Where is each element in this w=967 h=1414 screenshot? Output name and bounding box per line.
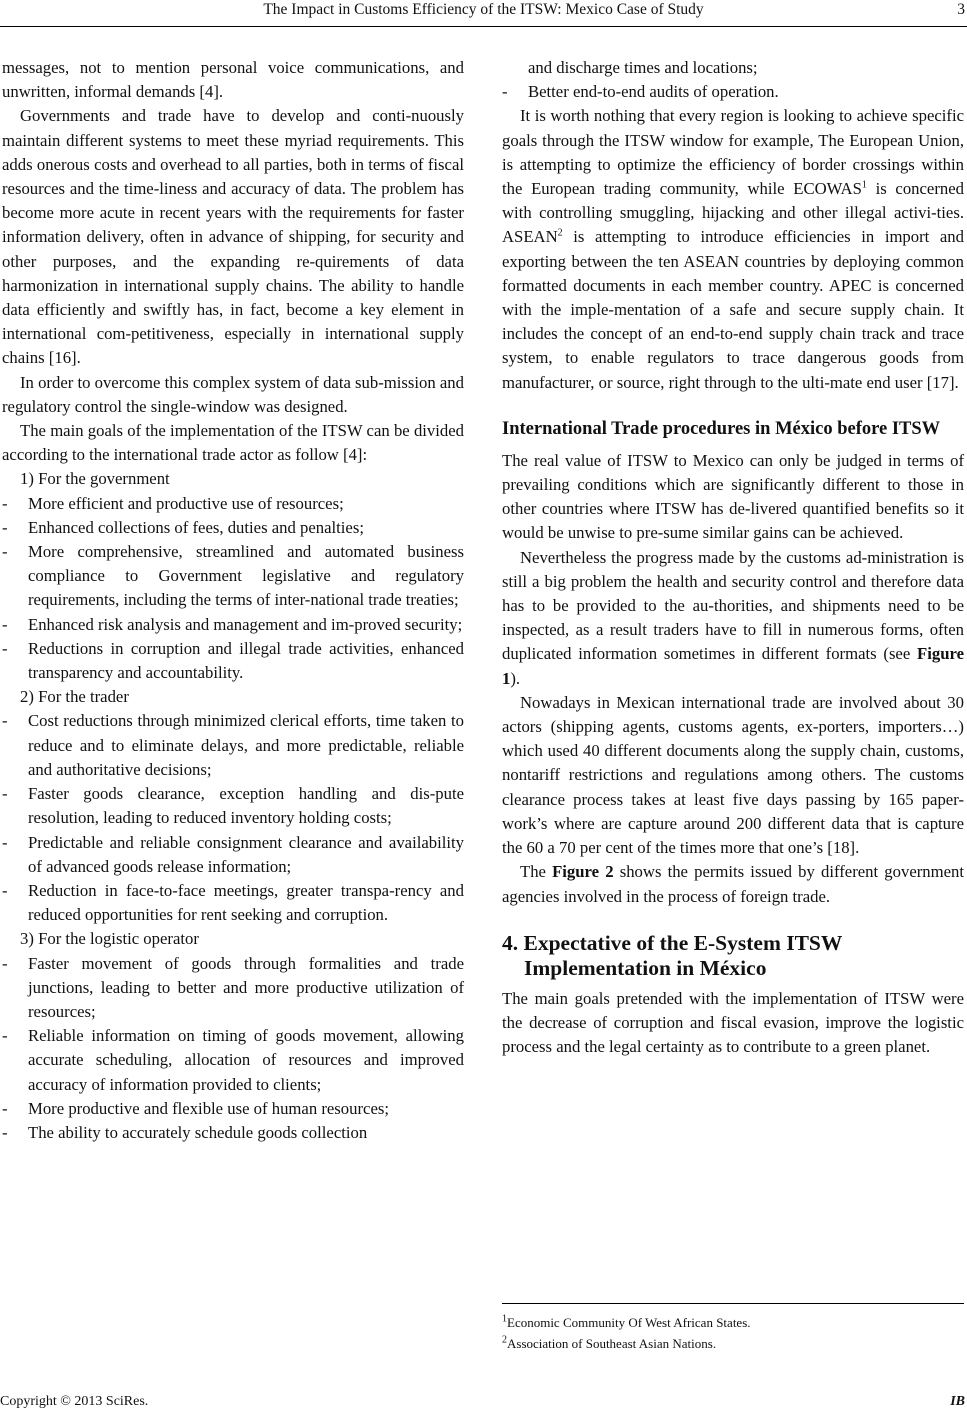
- list-item: - Reduction in face-to-face meetings, greater transpa-rency and reduced opportunities for rent seeking and corruption.: [2, 879, 464, 927]
- paragraph: Governments and trade have to develop and conti-nuously maintain different systems to meet these myriad requirements. This adds onerous costs and overhead to all parties, both in terms of fiscal resources and the time-liness and accuracy of data. The problem has become more acute in recent years with the requirements for faster information delivery, often in advance of shipping, for security and other purposes, and the expanding re-quirements of data harmonization in international supply chains. The ability to handle data efficiently and swiftly has, in fact, become a key element in international com-petitiveness, especially in international supply chains [16].: [2, 106, 464, 368]
- running-header: [0, 0, 967, 27]
- trader-heading: 2) For the trader: [20, 687, 129, 707]
- footnote-text: Association of Southeast Asian Nations.: [507, 1336, 717, 1351]
- logistic-goals-list: [2, 952, 464, 1146]
- figure-ref: Figure 1: [502, 644, 964, 688]
- list-item: - Cost reductions through minimized clerical efforts, time taken to reduce and to eliminate delays, and more predictable, reliable and authoritative decisions;: [2, 709, 464, 782]
- paragraph: [502, 860, 964, 908]
- paragraph: The real value of ITSW to Mexico can only be judged in terms of prevailing conditions which are significantly different to those in other countries where ITSW has de-livered quantified benefits so it would be unwise to pre-sume similar gains can be achieved.: [502, 450, 964, 543]
- trader-goals-list: [2, 709, 464, 927]
- footnote-number: 2: [502, 1334, 507, 1346]
- section-heading: International Trade procedures in México before ITSW: [502, 418, 941, 439]
- right-column: [502, 56, 964, 1059]
- list-item: - Faster goods clearance, exception handling and dis-pute resolution, leading to reduced inventory holding costs;: [2, 782, 464, 830]
- footnote: [502, 1312, 964, 1333]
- list-item: - Faster movement of goods through formalities and trade junctions, leading to better and more productive utilization of resources;: [2, 952, 464, 1025]
- government-heading: 1) For the government: [20, 469, 170, 489]
- list-item: - More comprehensive, streamlined and automated business compliance to Government legislative and regulatory requirements, including the terms of inter-national trade treaties;: [2, 540, 464, 613]
- list-item: - Predictable and reliable consignment clearance and availability of advanced goods release information;: [2, 831, 464, 879]
- text-run: Nevertheless the progress made by the customs ad-ministration is still a big problem the health and security control and therefore data has to be provided to the au-thorities, and shipments need to be inspected, as a result traders have to fill in numerous forms, often duplicated information sometimes in different formats (see: [502, 547, 964, 664]
- paragraph: In order to overcome this complex system of data sub-mission and regulatory control the single-window was designed.: [2, 372, 464, 416]
- list-item-continuation: and discharge times and locations;: [528, 58, 758, 77]
- text-run: It is worth nothing that every region is looking to achieve specific goals through the ITSW window for example, The European Union, is attempting to optimize the efficiency of border crossings within the European trading community, while ECOWAS: [502, 106, 964, 199]
- footnote-text: Economic Community Of West African States.: [507, 1315, 751, 1330]
- text-run: is attempting to introduce efficiencies in import and exporting between the ten ASEAN countries by deploying common formatted documents in each member country. APEC is concerned with the imple-mentation of a safe and secure supply chain. It includes the concept of an end-to-end supply chain track and trace system, to enable regulators to trace dangerous goods from manufacturer, or source, right through to the ulti-mate end user [17].: [502, 227, 964, 392]
- left-column: [2, 56, 464, 1145]
- list-item: - Enhanced risk analysis and management and im-proved security;: [2, 613, 464, 637]
- list-item: - Reliable information on timing of goods movement, allowing accurate scheduling, allocation of resources and improved accuracy of information provided to clients;: [2, 1024, 464, 1097]
- paragraph: Nowadays in Mexican international trade are involved about 30 actors (shipping agents, customs agents, ex-porters, importers…) which used 40 different documents along the supply chain, customs, nontariff restrictions and regulations among others. The customs clearance process takes at least five days passing by 165 paper-work’s where are capture around 200 different data that is capture the 60 a 70 per cent of the times more that one’s [18].: [502, 692, 964, 858]
- list-item: - More efficient and productive use of resources;: [2, 492, 464, 516]
- footnote-ref: 1: [861, 179, 867, 191]
- government-goals-list: [2, 492, 464, 686]
- text-run: is concerned with controlling smuggling, hijacking and other illegal activi-ties. ASEAN: [502, 179, 964, 247]
- paragraph: The main goals of the implementation of the ITSW can be divided according to the international trade actor as follow [4]:: [2, 421, 464, 465]
- paragraph: [502, 546, 964, 691]
- section-heading: [502, 931, 964, 981]
- footnotes: [502, 1303, 964, 1354]
- journal-abbrev: IB: [950, 1394, 965, 1409]
- text-run: ).: [510, 668, 521, 688]
- list-item: - Reductions in corruption and illegal trade activities, enhanced transparency and accountability.: [2, 637, 464, 685]
- running-title: The Impact in Customs Efficiency of the ITSW: Mexico Case of Study: [263, 1, 704, 18]
- paragraph: [502, 104, 964, 394]
- figure-ref: Figure 2: [552, 862, 614, 882]
- list-item: - Better end-to-end audits of operation.: [502, 80, 964, 104]
- footnote-ref: 2: [557, 227, 563, 239]
- paragraph: messages, not to mention personal voice communications, and unwritten, informal demands [4].: [2, 58, 464, 102]
- logistic-goals-list-continued: [502, 80, 964, 104]
- footnote-number: 1: [502, 1313, 507, 1325]
- list-item: - Enhanced collections of fees, duties and penalties;: [2, 516, 464, 540]
- footnote: [502, 1333, 964, 1354]
- list-item: - More productive and flexible use of human resources;: [2, 1097, 464, 1121]
- text-run: The: [520, 862, 553, 882]
- list-item: - The ability to accurately schedule goods collection: [2, 1121, 464, 1145]
- heading-line: 4. Expectative of the E-System ITSW: [502, 930, 843, 955]
- text-run: shows the permits issued by different government agencies involved in the process of foreign trade.: [502, 862, 964, 906]
- heading-line: Implementation in México: [524, 955, 767, 980]
- page-number: 3: [957, 1, 965, 18]
- paragraph: The main goals pretended with the implementation of ITSW were the decrease of corruption and fiscal evasion, improve the logistic process and the legal certainty as to contribute to a green planet.: [502, 988, 964, 1057]
- copyright: Copyright © 2013 SciRes.: [0, 1394, 149, 1409]
- logistic-operator-heading: 3) For the logistic operator: [20, 929, 199, 949]
